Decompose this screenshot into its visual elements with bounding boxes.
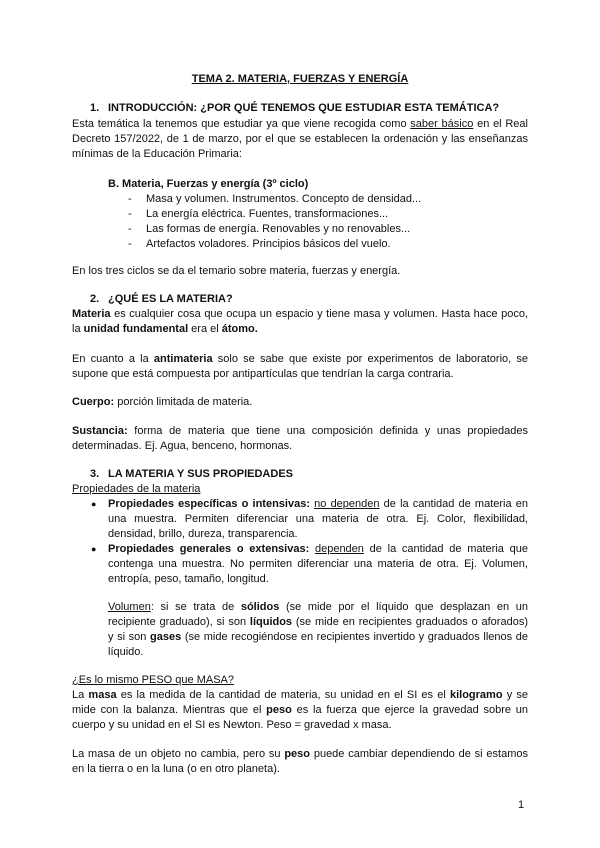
sustancia-term: Sustancia:	[72, 425, 128, 437]
dash-marker: -	[128, 238, 132, 250]
sustancia-line-1	[72, 424, 528, 438]
volumen-text: (se mide por el líquido que desplazan en un	[279, 601, 528, 613]
section-3-heading-text: LA MATERIA Y SUS PROPIEDADES	[108, 468, 293, 480]
masa-line-3: cuerpo y su unidad en el SI es Newton. Peso = gravedad x masa.	[72, 719, 392, 731]
liquidos-term: líquidos	[249, 616, 293, 628]
document-title: TEMA 2. MATERIA, FUERZAS Y ENERGÍA	[191, 73, 409, 85]
peso-masa-question	[72, 673, 528, 687]
dash-marker: -	[128, 208, 132, 220]
list-item-text: Las formas de energía. Renovables y no renovables...	[146, 223, 411, 235]
section-1-heading	[90, 101, 520, 115]
masa-line-1	[72, 688, 528, 702]
volumen-line-2	[108, 615, 528, 629]
section-3-heading	[90, 467, 520, 481]
peso-term: peso	[266, 704, 292, 716]
volumen-text: (se mide en recipientes graduados o aforados)	[292, 616, 528, 628]
antimateria-text: En cuanto a la	[72, 353, 154, 365]
peso-masa-question-text: ¿Es lo mismo PESO que MASA?	[72, 674, 234, 686]
peso-term: peso	[284, 748, 311, 760]
bullet-general-line-3: entropía, peso, tamaño, longitud.	[108, 573, 269, 585]
section-2-heading	[90, 292, 520, 306]
volumen-text: : si se trata de	[150, 601, 241, 613]
cuerpo-definition	[72, 395, 528, 409]
masa-text: La	[72, 689, 89, 701]
peso-text: puede cambiar dependiendo de si estamos	[310, 748, 529, 760]
volumen-text: recipiente graduado), si son	[108, 616, 250, 628]
intro-text: Esta temática la tenemos que estudiar ya que viene recogida como	[72, 118, 411, 130]
masa-text: y se	[502, 689, 529, 701]
properties-subtitle-text: Propiedades de la materia	[72, 483, 201, 495]
masa-term: masa	[88, 689, 117, 701]
section-1-number: 1.	[90, 102, 100, 114]
sustancia-line-2: determinadas. Ej. Agua, benceno, hormonas.	[72, 440, 293, 452]
materia-line-1	[72, 307, 528, 321]
antimateria-line-1	[72, 352, 528, 366]
materia-line-2	[72, 322, 528, 336]
volumen-line-1	[108, 600, 528, 614]
saber-basico-link-text: saber básico	[410, 118, 474, 130]
solidos-term: sólidos	[240, 601, 280, 613]
list-item-text: La energía eléctrica. Fuentes, transformaciones...	[146, 208, 389, 220]
volumen-line-4: líquido.	[108, 646, 144, 658]
volumen-line-3	[108, 630, 528, 644]
unidad-fundamental-term: unidad fundamental	[83, 323, 189, 335]
materia-text: es cualquier cosa que ocupa un espacio y tiene masa y volumen. Hasta hace poco,	[110, 308, 528, 320]
section-2-heading-text: ¿QUÉ ES LA MATERIA?	[108, 293, 233, 305]
intro-line-3: mínimas de la Educación Primaria:	[72, 148, 242, 160]
volumen-term: Volumen	[108, 601, 151, 613]
bullet-icon: ●	[91, 544, 97, 554]
sustancia-text: forma de materia que tiene una composición definida y unas propiedades	[127, 425, 528, 437]
bullet-icon: ●	[91, 499, 97, 509]
bullet-specific-properties	[91, 497, 529, 511]
materia-term: Materia	[72, 308, 111, 320]
materia-text: la	[72, 323, 84, 335]
properties-subtitle	[72, 482, 528, 496]
cycles-paragraph: En los tres ciclos se da el temario sobre materia, fuerzas y energía.	[72, 265, 401, 277]
cuerpo-term: Cuerpo:	[72, 396, 115, 408]
volumen-text: (se mide recogiéndose en recipientes invertido y graduados llenos de	[181, 631, 528, 643]
intro-line-2: Decreto 157/2022, de 1 de marzo, por el que se establecen la ordenación y las enseñanzas	[72, 133, 528, 145]
intro-text: en el Real	[473, 118, 528, 130]
page-number: 1	[518, 799, 525, 811]
bullet-specific-line-3: densidad, brillo, dureza, transparencia.	[108, 528, 298, 540]
masa-text: es la fuerza que ejerce la gravedad sobre un	[291, 704, 528, 716]
gases-term: gases	[150, 631, 182, 643]
kilogramo-term: kilogramo	[449, 689, 503, 701]
bullet-text: de la cantidad de materia en	[379, 498, 529, 510]
curriculum-subheading: B. Materia, Fuerzas y energía (3º ciclo)	[108, 178, 309, 190]
bullet-specific-line-2: una muestra. Permiten diferenciar una materia de otra. Ej. Color, flexibilidad,	[108, 513, 528, 525]
masa-text: es la medida de la cantidad de materia, su unidad en el SI es el	[116, 689, 450, 701]
peso-line-2: en la tierra o en la luna (o en otro planeta).	[72, 763, 280, 775]
section-1-heading-text: INTRODUCCIÓN: ¿POR QUÉ TENEMOS QUE ESTUDIAR ESTA TEMÁTICA?	[108, 102, 500, 114]
antimateria-term: antimateria	[153, 353, 213, 365]
antimateria-text: solo se sabe que existe por experimentos de laboratorio, se	[212, 353, 528, 365]
dash-marker: -	[128, 193, 132, 205]
bullet-general-properties	[91, 542, 528, 556]
no-dependen-text: no dependen	[314, 498, 380, 510]
specific-properties-term: Propiedades específicas o intensivas:	[108, 498, 310, 510]
section-3-number: 3.	[90, 468, 100, 480]
list-item-text: Masa y volumen. Instrumentos. Concepto de densidad...	[146, 193, 422, 205]
volumen-text: y si son	[108, 631, 151, 643]
general-properties-term: Propiedades generales o extensivas:	[108, 543, 310, 555]
cuerpo-text: porción limitada de materia.	[114, 396, 253, 408]
materia-text: era el	[188, 323, 222, 335]
dependen-text: dependen	[314, 543, 364, 555]
bullet-general-line-2: contenga una muestra. No permiten diferenciar una materia de otra. Ej. Volumen,	[108, 558, 528, 570]
peso-text: La masa de un objeto no cambia, pero su	[72, 748, 285, 760]
bullet-text: de la cantidad de materia que	[363, 543, 528, 555]
masa-line-2	[72, 703, 528, 717]
antimateria-line-2: supone que está compuesta por antipartículas que tendrían la carga contraria.	[72, 368, 454, 380]
masa-text: mide con la balanza. Mientras que el	[72, 704, 267, 716]
peso-line-1	[72, 747, 528, 761]
atomo-term: átomo.	[221, 323, 258, 335]
intro-line-1	[72, 117, 528, 131]
list-item-text: Artefactos voladores. Principios básicos del vuelo.	[146, 238, 391, 250]
dash-marker: -	[128, 223, 132, 235]
section-2-number: 2.	[90, 293, 100, 305]
